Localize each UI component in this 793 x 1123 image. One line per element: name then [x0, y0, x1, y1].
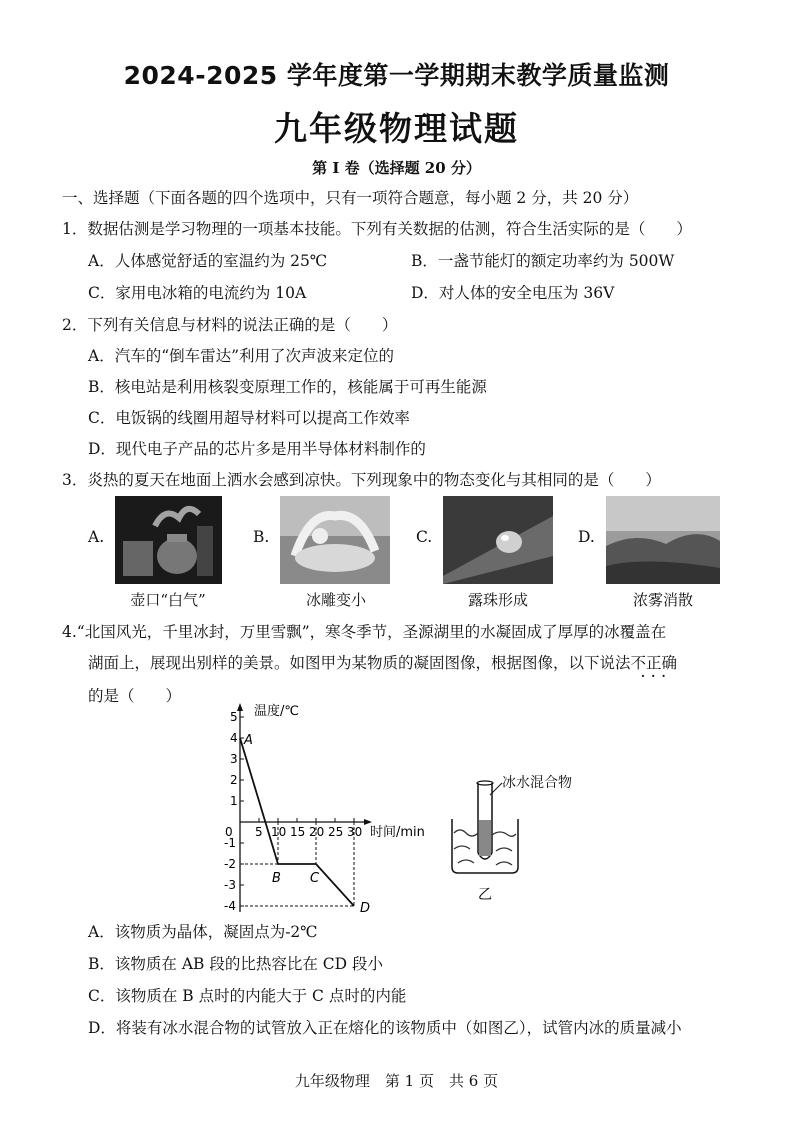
point-label-c: C — [310, 871, 320, 886]
origin-label: 0 — [225, 825, 233, 839]
exam-title: 2024-2025 学年度第一学期期末教学质量监测 — [123, 61, 670, 90]
ice-water-mixture-callout: 冰水混合物 — [502, 775, 572, 791]
q2-stem: 2．下列有关信息与材料的说法正确的是（ ） — [62, 316, 398, 334]
q4-stem-line3: 的是（ ） — [88, 687, 182, 705]
q1-option-b: B．一盏节能灯的额定功率约为 500W — [411, 252, 675, 270]
y-tick-label: 4 — [230, 731, 238, 745]
q3-label-c: C. — [416, 528, 433, 546]
emphasis-not-correct: 不正确 · · · — [631, 651, 678, 673]
q2-option-a: A．汽车的“倒车雷达”利用了次声波来定位的 — [88, 347, 395, 365]
section-title: 第 I 卷（选择题 20 分） — [312, 159, 481, 177]
q4-option-b: B．该物质在 AB 段的比热容比在 CD 段小 — [88, 955, 383, 973]
solidification-curve-chart — [200, 702, 450, 912]
q4-option-d: D．将装有冰水混合物的试管放入正在熔化的该物质中（如图乙），试管内冰的质量减小 — [88, 1019, 682, 1037]
x-tick-label: 5 — [255, 825, 263, 839]
q3-caption-a: 壶口“白气” — [130, 591, 206, 609]
q3-label-d: D. — [578, 528, 595, 546]
q3-label-b: B. — [253, 528, 270, 546]
page-footer: 九年级物理 第 1 页 共 6 页 — [294, 1072, 499, 1090]
q2-option-d: D．现代电子产品的芯片多是用半导体材料制作的 — [88, 440, 426, 458]
x-tick-label: 15 — [290, 825, 306, 839]
q2-option-b: B．核电站是利用核裂变原理工作的，核能属于可再生能源 — [88, 378, 487, 396]
q4-option-a: A．该物质为晶体，凝固点为-2℃ — [88, 923, 318, 941]
y-axis-label: 温度/℃ — [254, 704, 299, 719]
point-label-a: A — [244, 733, 253, 748]
ice-sculpture-photo — [280, 496, 390, 584]
dew-drop-photo — [443, 496, 553, 584]
x-tick-label: 30 — [347, 825, 363, 839]
y-tick-label: 2 — [230, 773, 238, 787]
q4-option-c: C．该物质在 B 点时的内能大于 C 点时的内能 — [88, 987, 407, 1005]
fog-forest-photo — [606, 496, 720, 584]
y-tick-label: 3 — [230, 752, 238, 766]
q3-caption-b: 冰雕变小 — [305, 591, 366, 609]
y-tick-label: -2 — [224, 857, 236, 871]
q4-stem-line2: 湖面上，展现出别样的美景。如图甲为某物质的凝固图像，根据图像，以下说法不正确 · · · — [88, 651, 677, 673]
x-tick-label: 25 — [328, 825, 344, 839]
q3-stem: 3．炎热的夏天在地面上洒水会感到凉快。下列现象中的物态变化与其相同的是（ ） — [62, 471, 661, 489]
subject-title: 九年级物理试题 — [274, 109, 519, 148]
q2-option-c: C．电饭锅的线圈用超导材料可以提高工作效率 — [88, 409, 410, 427]
q1-option-d: D．对人体的安全电压为 36V — [411, 284, 615, 302]
y-tick-label: -4 — [224, 899, 236, 912]
point-label-d: D — [360, 901, 371, 912]
y-axis-arrow — [237, 703, 243, 711]
x-axis-label: 时间/min — [370, 825, 425, 840]
x-tick-label: 20 — [309, 825, 325, 839]
y-tick-label: 5 — [230, 710, 238, 724]
x-tick-label: 10 — [271, 825, 287, 839]
kettle-steam-photo — [115, 496, 222, 584]
q1-option-c: C．家用电冰箱的电流约为 10A — [88, 284, 307, 302]
y-tick-label: -1 — [224, 836, 236, 850]
point-label-b: B — [272, 871, 281, 886]
q4-stem-line1: 4.“北国风光，千里冰封，万里雪飘”，寒冬季节，圣源湖里的水凝固成了厚厚的冰覆盖在 — [62, 623, 667, 641]
figure-b-label: 乙 — [478, 887, 492, 903]
y-tick-label: 1 — [230, 794, 238, 808]
q3-caption-d: 浓雾消散 — [632, 591, 693, 609]
q3-caption-c: 露珠形成 — [467, 591, 528, 609]
instruction: 一、选择题（下面各题的四个选项中，只有一项符合题意，每小题 2 分，共 20 分） — [62, 189, 639, 207]
q1-option-a: A．人体感觉舒适的室温约为 25℃ — [88, 252, 328, 270]
y-tick-label: -3 — [224, 878, 236, 892]
q1-stem: 1．数据估测是学习物理的一项基本技能。下列有关数据的估测，符合生活实际的是（ ） — [62, 220, 692, 238]
q3-label-a: A. — [88, 528, 105, 546]
